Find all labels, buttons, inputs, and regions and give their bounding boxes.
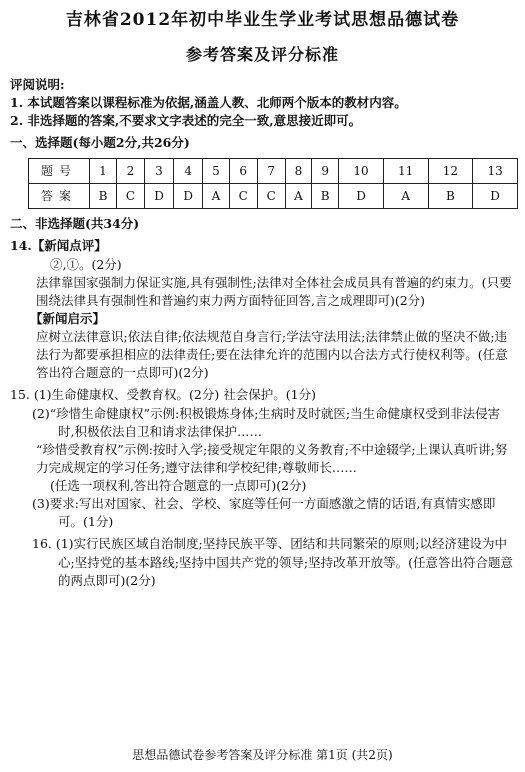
table-cell: A	[383, 184, 428, 209]
table-cell: 12	[428, 159, 473, 184]
table-cell: 9	[312, 159, 339, 184]
table-cell: 3	[144, 159, 173, 184]
table-cell: A	[285, 184, 312, 209]
table-cell: 4	[174, 159, 203, 184]
row-label-number: 题号	[29, 159, 90, 184]
table-cell: 13	[473, 159, 518, 184]
table-cell: A	[203, 184, 230, 209]
table-cell: 11	[383, 159, 428, 184]
section1-heading: 一、选择题(每小题2分,共26分)	[10, 135, 190, 151]
table-cell: C	[257, 184, 285, 209]
q15-part1: 15. (1)生命健康权、受教育权。(2分) 社会保护。(1分)	[10, 387, 316, 403]
q14-line1: ②,①。(2分)	[50, 256, 122, 272]
q14-label: 14.【新闻点评】	[10, 238, 107, 254]
table-cell: 7	[257, 159, 285, 184]
table-cell: C	[116, 184, 144, 209]
table-cell: D	[174, 184, 203, 209]
q15-part3: (3)要求:写出对国家、社会、学校、家庭等任何一方面感激之情的话语,有真情实感即可。(1分)	[32, 496, 496, 530]
review-heading: 评阅说明:	[10, 76, 65, 92]
q14-para1: 法律靠国家强制力保证实施,具有强制性;法律对全体社会成员具有普遍的约束力。(只要围绕法律具有强制性和普遍约束力两方面特征回答,言之成理即可)(2分)	[36, 274, 512, 308]
table-cell: 1	[90, 159, 117, 184]
q14-para2: 应树立法律意识;依法自律;依法规范自身言行;学法守法用法;法律禁止做的坚决不做;违法行为都要承担相应的法律责任;要在法律允许的范围内以合法方式行使权利等。(任意答出符合题意的一点即可)(2分)	[36, 329, 508, 381]
q15-part2-example: “珍惜受教育权”示例:按时入学;接受规定年限的义务教育;不中途辍学;上课认真听讲;努力完成规定的学习任务;遵守法律和学校纪律;尊敬师长……	[36, 441, 508, 475]
answer-table	[28, 158, 518, 209]
table-cell: D	[339, 184, 384, 209]
table-cell: B	[428, 184, 473, 209]
document-subtitle: 参考答案及评分标准	[185, 44, 339, 64]
q15-part2-note: (任选一项权利,答出符合题意的一点即可)(2分)	[50, 478, 307, 494]
table-cell: 10	[339, 159, 384, 184]
q15-part2: (2)“珍惜生命健康权”示例:积极锻炼身体;生病时及时就医;当生命健康权受到非法侵害时,积极依法自卫和请求法律保护……	[32, 405, 501, 439]
q14-label2: 【新闻启示】	[30, 310, 106, 326]
q16-part1: 16. (1)实行民族区域自治制度;坚持民族平等、团结和共同繁荣的原则;以经济建设为中心;坚持党的基本路线;坚持中国共产党的领导;坚持改革开放等。(任意答出符合题意的两点即可)(2分)	[32, 536, 514, 588]
row-label-answer: 答案	[29, 184, 90, 209]
section2-heading: 二、非选择题(共34分)	[10, 216, 140, 232]
table-cell: 2	[116, 159, 144, 184]
table-cell: C	[229, 184, 257, 209]
page-footer: 思想品德试卷参考答案及评分标准 第1页 (共2页)	[132, 747, 393, 762]
table-row-numbers	[29, 159, 518, 184]
table-cell: 8	[285, 159, 312, 184]
review-item-1: 1. 本试题答案以课程标准为依据,涵盖人教、北师两个版本的教材内容。	[10, 94, 407, 110]
table-row-answers	[29, 184, 518, 209]
document-title: 吉林省2012年初中毕业生学业考试思想品德试卷	[65, 10, 460, 30]
table-cell: D	[473, 184, 518, 209]
review-item-2: 2. 非选择题的答案,不要求文字表述的完全一致,意思接近即可。	[10, 113, 362, 129]
table-cell: B	[90, 184, 117, 209]
table-cell: 5	[203, 159, 230, 184]
table-cell: 6	[229, 159, 257, 184]
table-cell: B	[312, 184, 339, 209]
table-cell: D	[144, 184, 173, 209]
